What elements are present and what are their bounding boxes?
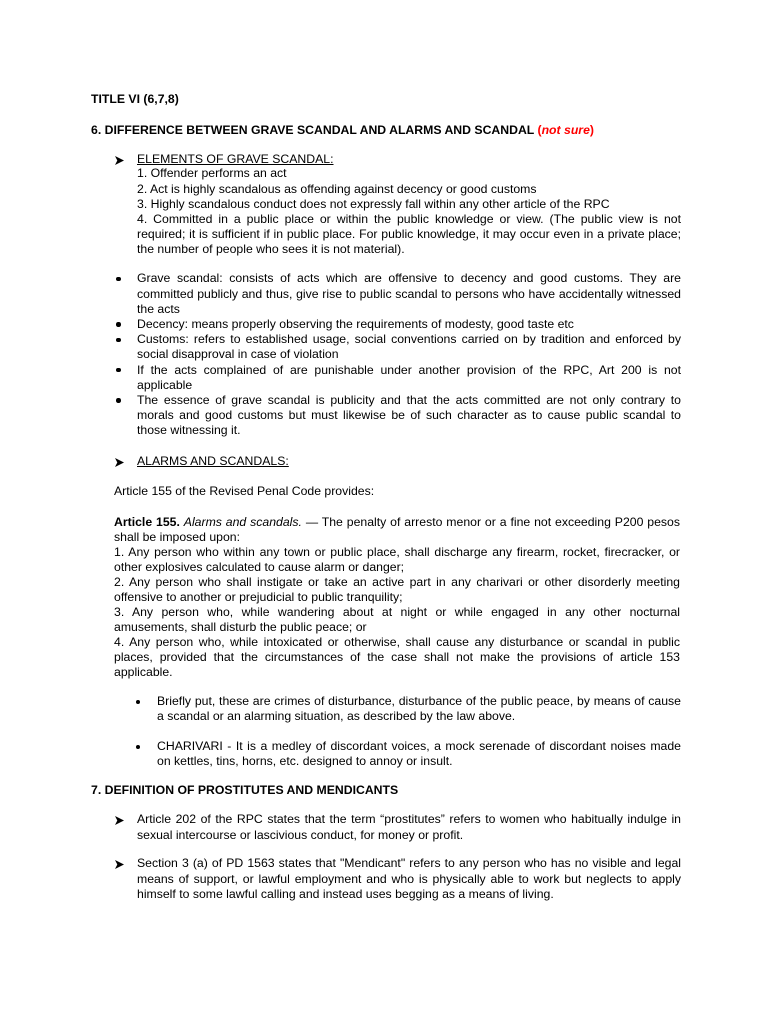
- note-text: not sure: [541, 123, 590, 138]
- article-line: 1. Any person who within any town or public place, shall discharge any firearm, rocket, firecracker, or: [114, 545, 680, 560]
- bullet-icon: [136, 745, 140, 749]
- bullet-line: The essence of grave scandal is publicity and that the acts committed are not only contrary to: [137, 393, 681, 408]
- note-item: [157, 694, 681, 724]
- bullet-item: [137, 271, 681, 317]
- note-close-paren: ): [589, 123, 594, 138]
- article-155-text: [114, 515, 680, 680]
- bullet-item: [137, 332, 681, 362]
- bullet-line: Customs: refers to established usage, social conventions carried on by tradition and enforced by: [137, 332, 681, 347]
- arrow-bullet-icon: [115, 816, 124, 825]
- elements-heading: ELEMENTS OF GRAVE SCANDAL:: [137, 152, 334, 167]
- note-body: [157, 694, 681, 724]
- bullet-icon: [116, 398, 120, 402]
- elements-line: required; it is sufficient if in public place. For public knowledge, it may occur even in a private place;: [137, 227, 681, 242]
- bullet-icon: [116, 322, 120, 326]
- title-heading: TITLE VI (6,7,8): [91, 92, 179, 107]
- bullet-line: social disapproval in case of violation: [137, 347, 339, 362]
- section-7-heading: 7. DEFINITION OF PROSTITUTES AND MENDICANTS: [91, 783, 399, 798]
- bullet-line: morals and good customs but must likewise be of such character as to cause public scandal to: [137, 408, 681, 423]
- elements-list: [137, 166, 681, 257]
- definition-line: Section 3 (a) of PD 1563 states that "Mendicant" refers to any person who has no visible and legal: [137, 856, 681, 871]
- grave-scandal-bullet-list: [137, 271, 681, 438]
- not-sure-note: [537, 123, 594, 137]
- article-line: offensive to another or prejudicial to public tranquility;: [114, 590, 403, 605]
- bullet-item: [137, 393, 681, 439]
- bullet-item: [137, 317, 681, 332]
- definition-line: means of support, or lawful employment and who is physically able to work but neglects to apply: [137, 871, 681, 886]
- bullet-icon: [116, 277, 120, 281]
- bullet-line: those witnessing it.: [137, 423, 241, 438]
- arrow-bullet-icon: [115, 860, 124, 869]
- elements-line: 3. Highly scandalous conduct does not expressly fall within any other article of the RPC: [137, 196, 610, 211]
- elements-line: 1. Offender performs an act: [137, 166, 287, 181]
- bullet-icon: [116, 338, 120, 342]
- article-intro: Article 155 of the Revised Penal Code provides:: [114, 484, 375, 499]
- article-line: shall be imposed upon:: [114, 530, 240, 545]
- bullet-line: Decency: means properly observing the requirements of modesty, good taste etc: [137, 317, 574, 331]
- article-line: amusements, shall disturb the public peace; or: [114, 620, 367, 635]
- section-6-heading-text: 6. DIFFERENCE BETWEEN GRAVE SCANDAL AND ALARMS AND SCANDAL: [91, 123, 535, 138]
- article-line: 3. Any person who, while wandering about at night or while engaged in any other nocturnal: [114, 605, 680, 620]
- note-item: [157, 739, 681, 769]
- article-line: 4. Any person who, while intoxicated or otherwise, shall cause any disturbance or scandal in public: [114, 635, 680, 650]
- note-line: on kettles, tins, horns, etc. designed to annoy or insult.: [157, 754, 453, 769]
- bullet-line: the acts: [137, 301, 180, 316]
- note-line: a scandal or an alarming situation, as described by the law above.: [157, 709, 516, 724]
- article-line: places, provided that the circumstances of the case shall not make the provisions of article 153: [114, 650, 680, 665]
- note-line: CHARIVARI - It is a medley of discordant voices, a mock serenade of discordant noises made: [157, 739, 681, 754]
- note-body: [157, 739, 681, 769]
- article-label: Article 155.: [114, 515, 180, 530]
- article-name: Alarms and scandals.: [183, 515, 302, 530]
- bullet-item: [137, 363, 681, 393]
- article-line: applicable.: [114, 665, 173, 680]
- note-open-paren: (: [537, 123, 542, 138]
- bullet-icon: [116, 368, 120, 372]
- bullet-line: applicable: [137, 377, 193, 392]
- definition-line: Article 202 of the RPC states that the term “prostitutes” refers to women who habitually indulge in: [137, 812, 681, 827]
- elements-line: 2. Act is highly scandalous as offending against decency or good customs: [137, 181, 537, 196]
- definition-line: sexual intercourse or lascivious conduct, for money or profit.: [137, 827, 464, 842]
- article-line: 2. Any person who shall instigate or take an active part in any charivari or other disorderly meeting: [114, 575, 680, 590]
- definition-line: himself to some lawful calling and instead uses begging as a means of living.: [137, 886, 554, 901]
- prostitutes-definition: [137, 812, 681, 842]
- bullet-icon: [136, 700, 140, 704]
- bullet-line: Grave scandal: consists of acts which are offensive to decency and good customs. They are: [137, 271, 681, 286]
- note-line: Briefly put, these are crimes of disturbance, disturbance of the public peace, by means of cause: [157, 694, 681, 709]
- article-first-line-rest: — The penalty of arresto menor or a fine not exceeding P200 pesos: [305, 515, 680, 530]
- bullet-line: If the acts complained of are punishable under another provision of the RPC, Art 200 is not: [137, 362, 681, 377]
- article-line: [114, 515, 680, 530]
- bullet-line: committed publicly and thus, give rise to public scandal to persons who have accidentally witnessed: [137, 286, 681, 301]
- elements-line: 4. Committed in a public place or within the public knowledge or view. (The public view is not: [137, 212, 681, 226]
- alarms-heading: ALARMS AND SCANDALS:: [137, 454, 289, 469]
- article-line: other explosives calculated to cause alarm or danger;: [114, 560, 405, 575]
- section-6-heading: [91, 123, 594, 138]
- mendicants-definition: [137, 856, 681, 902]
- arrow-bullet-icon: [115, 458, 124, 467]
- elements-line: the number of people who sees it is not material).: [137, 242, 405, 257]
- arrow-bullet-icon: [115, 156, 124, 165]
